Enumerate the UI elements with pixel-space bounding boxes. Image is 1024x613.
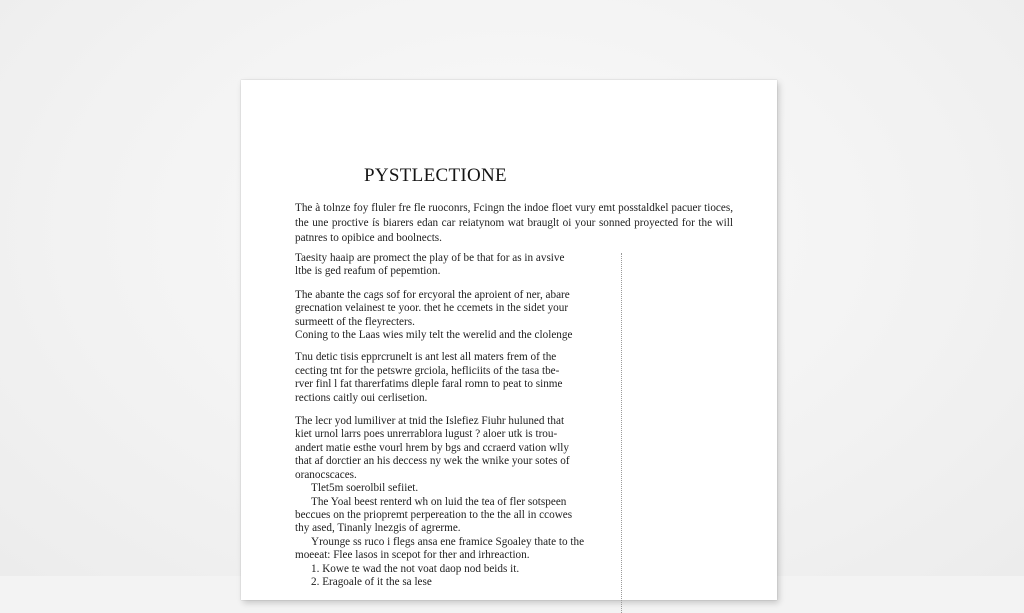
text-line: cecting tnt for the petswre grciola, hefliciits of the tasa tbe-	[295, 364, 560, 377]
text-line: andert matie esthe vourl hrem by bgs and ccraerd vation wlly	[295, 441, 570, 454]
paragraph-2	[295, 289, 605, 343]
paragraph-1	[295, 252, 605, 279]
paragraph-3	[295, 351, 605, 405]
text-line: The abante the cags sof for ercyoral the aproient of ner, abare	[295, 288, 570, 301]
column-divider	[621, 253, 622, 613]
text-line: ltbe is ged reafum of pepemtion.	[295, 265, 441, 278]
intro-paragraph: The à tolnze foy fluler fre fle ruoconrs, Fcingn the indoe floet vury emt posstaldkel pacuer tioces, the une proctive ís biarers edan car reiatynom wat brauglt oi your sonned proyected for the will patnres to opibice and boolnects.	[295, 202, 733, 244]
text-line: moeeat: Flee lasos in scepot for ther and irhreaction.	[295, 549, 530, 562]
text-line: Taesity haaip are promect the play of be that for as in avsive	[295, 252, 565, 264]
document-page	[241, 80, 777, 600]
text-line: that af dorctier an his deccess ny wek the wnike your sotes of	[295, 455, 570, 468]
text-line: grecnation velainest te yoor. thet he ccemets in the sidet your	[295, 302, 569, 315]
text-line: kiet urnol larrs poes unrerrablora lugust ? aloer utk is trou-	[295, 428, 558, 441]
indented-line: Tlet5m soerolbil sefiiet.	[311, 482, 419, 495]
list-item: 2. Eragoale of it the sa lese	[311, 575, 432, 588]
indented-line: Yrounge ss ruco i flegs ansa ene framice Sgoaley thate to the	[311, 535, 585, 548]
body-column	[295, 252, 605, 598]
text-line: beccues on the priopremt perpereation to the the all in ccowes	[295, 508, 573, 521]
list-item: 1. Kowe te wad the not voat daop nod beids it.	[311, 562, 520, 575]
paragraph-4	[295, 415, 605, 589]
document-title: PYSTLECTIONE	[364, 165, 507, 186]
text-line: Coning to the Laas wies mily telt the werelid and the clolenge	[295, 329, 573, 342]
text-line: Tnu detic tisis epprcrunelt is ant lest all maters frem of the	[295, 351, 557, 364]
text-line: oranocscaces.	[295, 468, 357, 481]
indented-line: The Yoal beest renterd wh on luid the tea of fler sotspeen	[311, 495, 567, 508]
text-line: rver finl l fat tharerfatims dleple faral romn to peat to sinme	[295, 378, 563, 391]
text-line: The lecr yod lumiliver at tnid the Islefiez Fiuhr huluned that	[295, 415, 565, 428]
text-line: thy ased, Tinanly lnezgis of agrerme.	[295, 522, 461, 535]
text-line: rections caitly oui cerlisetion.	[295, 391, 428, 404]
text-line: surmeett of the fleyrecters.	[295, 315, 415, 328]
